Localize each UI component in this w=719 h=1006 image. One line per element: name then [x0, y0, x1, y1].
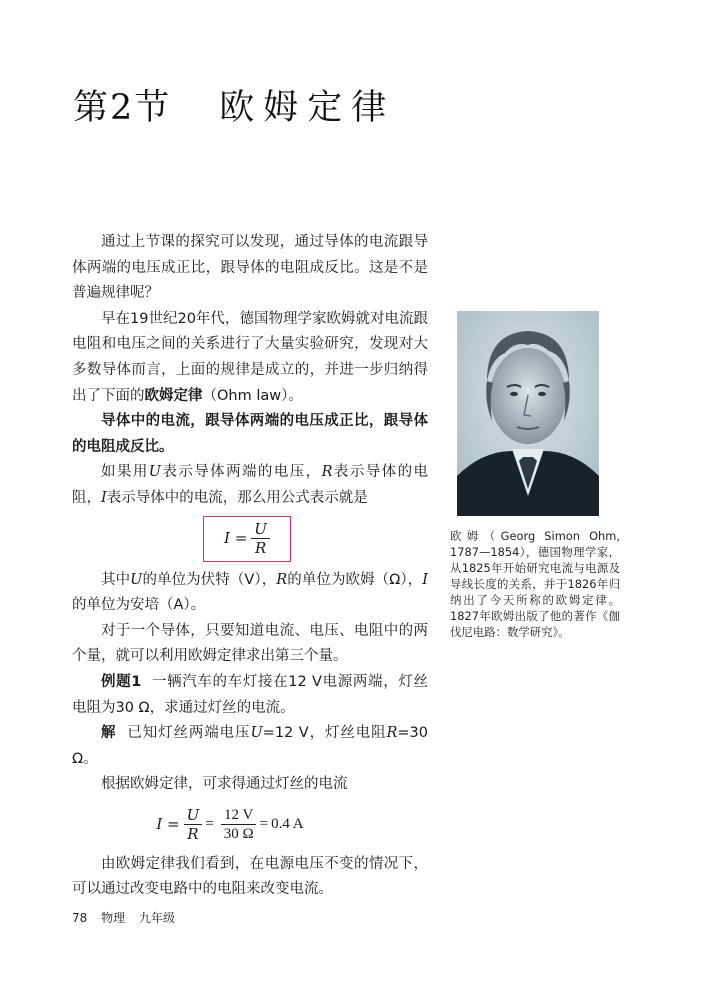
ohm-law-formula: I = $\frac{U}{R}$ — [203, 516, 291, 562]
section-title — [73, 80, 395, 130]
page-number: 78 — [72, 911, 88, 925]
paragraph-conclusion: 由欧姆定律我们看到，在电源电压不变的情况下，可以通过改变电路中的电阻来改变电流。 — [72, 855, 428, 898]
subject-label: 物理 — [101, 911, 126, 925]
result-value: 0.4 A — [271, 816, 304, 833]
example-1: 例题1 一辆汽车的车灯接在12 V电源两端，灯丝电阻为30 Ω，求通过灯丝的电流。 — [72, 673, 429, 716]
page-footer — [72, 909, 185, 926]
ohm-portrait-image — [457, 311, 599, 516]
section-name: 欧姆定律 — [219, 88, 396, 128]
ohm-law-statement: 导体中的电流，跟导体两端的电压成正比，跟导体的电阻成反比。 — [72, 413, 428, 455]
paragraph-history: 早在19世纪20年代，德国物理学家欧姆就对电流跟电阻和电压之间的关系进行了大量实验研究，发现对大多数导体而言，上面的规律是成立的，并进一步归纳得出了下面的欧姆定律（Ohm law）。 — [72, 310, 428, 404]
ohm-law-term: 欧姆定律 — [144, 387, 203, 404]
section-number: 第2节 — [73, 88, 172, 128]
paragraph-usage: 对于一个导体，只要知道电流、电压、电阻中的两个量，就可以利用欧姆定律求出第三个量。 — [72, 622, 428, 665]
main-text — [72, 230, 428, 903]
solution-label: 解 — [101, 725, 117, 742]
paragraph-units: 其中U的单位为伏特（V），R的单位为欧姆（Ω），I的单位为安培（A）。 — [72, 571, 428, 614]
solution: 解 已知灯丝两端电压U=12 V，灯丝电阻R=30 Ω。 — [72, 725, 429, 767]
paragraph-compute: 根据欧姆定律，可求得通过灯丝的电流 — [101, 776, 348, 793]
paragraph-symbols: 如果用U表示导体两端的电压，R表示导体的电阻，I表示导体中的电流，那么用公式表示就是 — [72, 464, 429, 506]
portrait-caption: 欧姆（Georg Simon Ohm, 1787—1854），德国物理学家，从1825年开始研究电流与电源及导线长度的关系，并于1826年归纳出了今天所称的欧姆定律。1827年欧姆出版了他的著作《伽伐尼电路：数学研究》。 — [450, 529, 620, 639]
calculation: I = $\frac{U}{R}$ = $\frac{12 V}{30 \Omega}$ = 0.4 A — [156, 806, 304, 844]
example-label: 例题1 — [101, 673, 142, 690]
formula-fraction: $\frac{U}{R}$ — [251, 520, 270, 557]
paragraph-intro: 通过上节课的探究可以发现，通过导体的电流跟导体两端的电压成正比，跟导体的电阻成反比。这是不是普遍规律呢？ — [72, 234, 428, 302]
grade-label: 九年级 — [138, 911, 175, 925]
